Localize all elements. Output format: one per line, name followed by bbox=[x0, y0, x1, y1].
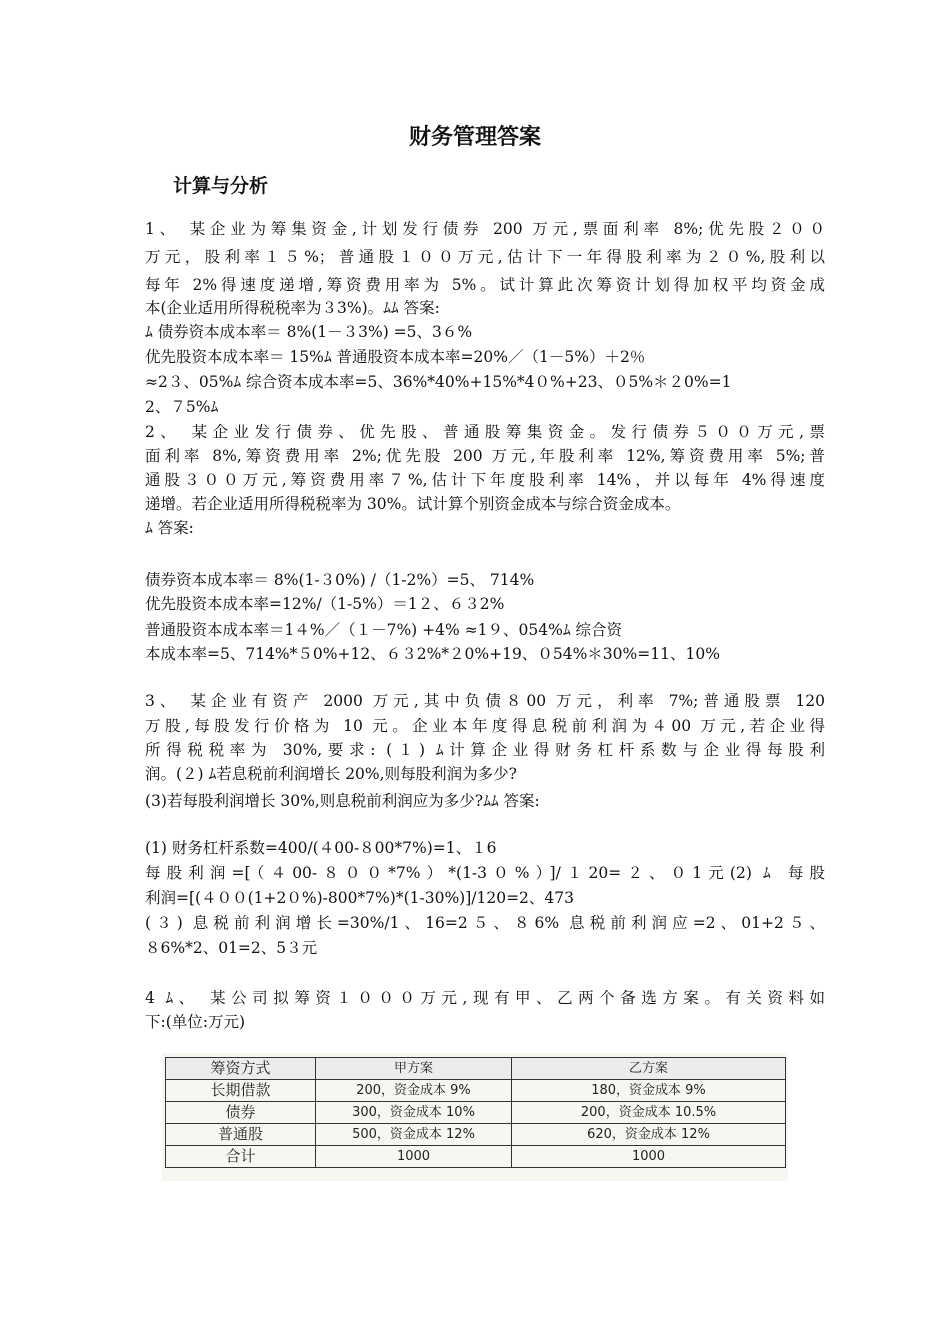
text-line: 润。(２) ﾑ若息税前利润增长 20%,则每股利润为多少? bbox=[145, 765, 517, 783]
text-line: ﾑ 债券资本成本率＝ 8%(1－３3%) =5、3６% bbox=[145, 323, 473, 341]
financing-table-image bbox=[162, 1053, 788, 1181]
text-line: 4 ﾑ、 某公司拟筹资１０００万元,现有甲、乙两个备选方案。有关资料如 bbox=[145, 989, 825, 1007]
text-line: 万股,每股发行价格为 10 元。企业本年度得息税前利润为４00 万元,若企业得 bbox=[145, 717, 825, 735]
table-cell: 长期借款 bbox=[166, 1080, 316, 1102]
text-line bbox=[145, 666, 825, 690]
text-line: 优先股资本成本率＝ 15%ﾑ 普通股资本成本率=20%／（1－5%）＋2％ bbox=[145, 348, 646, 366]
document-title: 财务管理答案 bbox=[408, 125, 541, 150]
table-row bbox=[166, 1146, 786, 1168]
table-cell: 620，资金成本 12% bbox=[512, 1124, 786, 1146]
text-line: 优先股资本成本率=12%/（1-5%）＝1２、６３2% bbox=[145, 595, 505, 613]
table-header-row bbox=[166, 1058, 786, 1080]
text-line: 递增。若企业适用所得税税率为 30%。试计算个别资金成本与综合资金成本。 bbox=[145, 495, 681, 513]
section-heading: 计算与分析 bbox=[173, 175, 269, 197]
table-cell: 200，资金成本 9% bbox=[316, 1080, 512, 1102]
table-header-cell: 筹资方式 bbox=[166, 1058, 316, 1080]
table-header-cell: 甲方案 bbox=[316, 1058, 512, 1080]
table-cell: 180，资金成本 9% bbox=[512, 1080, 786, 1102]
text-line: ８6%*2、01=2、5３元 bbox=[145, 939, 318, 957]
text-line: 下:(单位:万元) bbox=[145, 1013, 246, 1031]
text-line bbox=[145, 960, 825, 984]
table-header-cell: 乙方案 bbox=[512, 1058, 786, 1080]
table-cell: 500，资金成本 12% bbox=[316, 1124, 512, 1146]
table-cell: 1000 bbox=[316, 1146, 512, 1168]
text-line: 利润=[(４００(1+2０%)-800*7%)*(1-30%)]/120=2、473 bbox=[145, 889, 575, 907]
text-line: 本成本率=5、714%*５0%+12、６３2%*２0%+19、０54%＊30%=11、10% bbox=[145, 645, 720, 663]
text-line: 普通股资本成本率＝1４%／（１－7%) +4% ≈1９、054%ﾑ 综合资 bbox=[145, 621, 622, 639]
text-line: 2、７5%ﾑ bbox=[145, 398, 219, 416]
text-line: ﾑ 答案: bbox=[145, 519, 194, 537]
text-line: 每股利润=[（４00-８００*7%）*(1-3０%）]/１20=２、０1元(2) ﾑ 每股 bbox=[145, 864, 825, 882]
text-line: 所得税税率为 30%,要求: (１) ﾑ计算企业得财务杠杆系数与企业得每股利 bbox=[145, 741, 825, 759]
table-row bbox=[166, 1124, 786, 1146]
text-line: 通股３００万元,筹资费用率７%,估计下年度股利率 14%，并以每年 4%得速度 bbox=[145, 471, 825, 489]
text-line bbox=[145, 812, 825, 836]
table-cell: 合计 bbox=[166, 1146, 316, 1168]
text-line: 本(企业适用所得税税率为３3%)。ﾑﾑ 答案: bbox=[145, 299, 440, 317]
text-line: 面利率 8%,筹资费用率 2%;优先股 200 万元,年股利率 12%,筹资费用率 5%;普 bbox=[145, 447, 825, 465]
text-line: 1、 某企业为筹集资金,计划发行债券 200 万元,票面利率 8%;优先股２００ bbox=[145, 220, 825, 238]
table-cell: 债券 bbox=[166, 1102, 316, 1124]
table-row bbox=[166, 1080, 786, 1102]
table-cell: 300，资金成本 10% bbox=[316, 1102, 512, 1124]
table-row bbox=[166, 1102, 786, 1124]
financing-table bbox=[165, 1057, 786, 1168]
table-cell: 1000 bbox=[512, 1146, 786, 1168]
text-line: (3)若每股利润增长 30%,则息税前利润应为多少?ﾑﾑ 答案: bbox=[145, 792, 540, 810]
text-line: (３) 息税前利润增长=30%/1、16=2５、８6% 息税前利润应=2、01+2５、 bbox=[145, 914, 825, 932]
text-line: 3、 某企业有资产 2000 万元,其中负债８00 万元，利率 7%;普通股票 120 bbox=[145, 692, 825, 710]
text-line bbox=[145, 540, 825, 564]
text-line: 债券资本成本率＝ 8%(1-３0%) /（1-2%）=5、 714% bbox=[145, 571, 535, 589]
text-line: (1) 财务杠杆系数=400/(４00-８00*7%)=1、１6 bbox=[145, 839, 497, 857]
text-line: 2、 某企业发行债券、优先股、普通股筹集资金。发行债券５００万元,票 bbox=[145, 423, 825, 441]
text-line: ≈2３、05%ﾑ 综合资本成本率=5、36%*40%+15%*4０%+23、０5%＊２0%=1 bbox=[145, 373, 732, 391]
text-line: 每年 2%得速度递增,筹资费用率为 5%。试计算此次筹资计划得加权平均资金成 bbox=[145, 276, 825, 294]
table-cell: 200，资金成本 10.5% bbox=[512, 1102, 786, 1124]
table-cell: 普通股 bbox=[166, 1124, 316, 1146]
text-line: 万元，股利率１５%；普通股１００万元,估计下一年得股利率为２０%,股利以 bbox=[145, 248, 825, 266]
